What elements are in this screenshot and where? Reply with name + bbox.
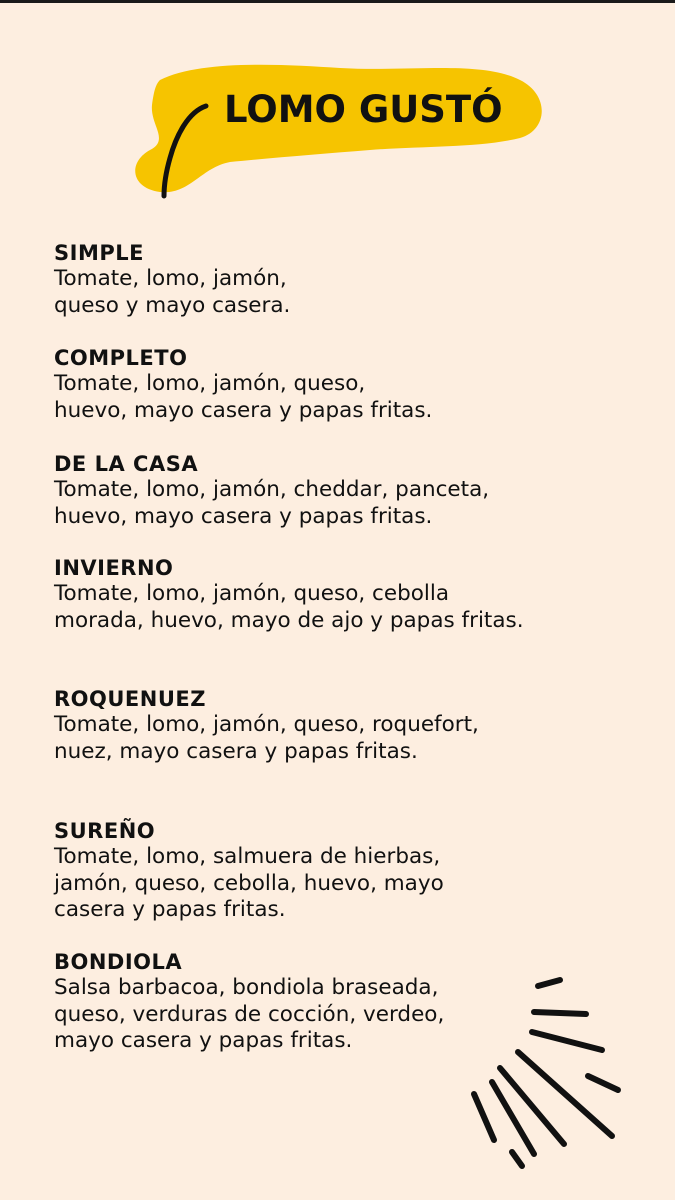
menu-item-roquenuez (54, 686, 654, 765)
ray-line (518, 1052, 612, 1136)
ray-line (474, 1094, 494, 1140)
item-name: ROQUENUEZ (54, 687, 206, 711)
top-border (0, 0, 675, 3)
item-description: Tomate, lomo, jamón, cheddar, panceta, huevo, mayo casera y papas fritas. (54, 477, 490, 529)
item-description: Salsa barbacoa, bondiola braseada, queso, verduras de cocción, verdeo, mayo casera y papas fritas. (54, 975, 445, 1053)
ray-line (512, 1152, 522, 1166)
menu-item-simple (54, 240, 654, 319)
item-name: DE LA CASA (54, 452, 199, 476)
item-description: Tomate, lomo, jamón, queso, huevo, mayo casera y papas fritas. (54, 371, 433, 423)
ray-line (588, 1076, 618, 1090)
item-description: Tomate, lomo, salmuera de hierbas, jamón, queso, cebolla, huevo, mayo casera y papas fritas. (54, 844, 444, 922)
item-name: COMPLETO (54, 346, 188, 370)
ray-line (492, 1082, 534, 1154)
item-description: Tomate, lomo, jamón, queso, cebolla morada, huevo, mayo de ajo y papas fritas. (54, 581, 524, 633)
item-description: Tomate, lomo, jamón, queso y mayo casera. (54, 266, 291, 318)
ray-line (532, 1032, 602, 1050)
menu-item-de-la-casa (54, 451, 654, 530)
menu-header (120, 50, 560, 210)
menu-item-invierno (54, 555, 654, 634)
menu-item-completo (54, 345, 654, 424)
item-name: SUREÑO (54, 819, 156, 843)
ray-line (538, 980, 560, 986)
ray-line (534, 1012, 586, 1014)
item-name: INVIERNO (54, 556, 174, 580)
ray-line (500, 1068, 564, 1144)
page-title: LOMO GUSTÓ (224, 88, 503, 131)
item-name: BONDIOLA (54, 950, 183, 974)
item-name: SIMPLE (54, 241, 144, 265)
menu-item-sureno (54, 818, 654, 924)
item-description: Tomate, lomo, jamón, queso, roquefort, nuez, mayo casera y papas fritas. (54, 712, 479, 764)
sun-rays-icon (460, 970, 640, 1180)
